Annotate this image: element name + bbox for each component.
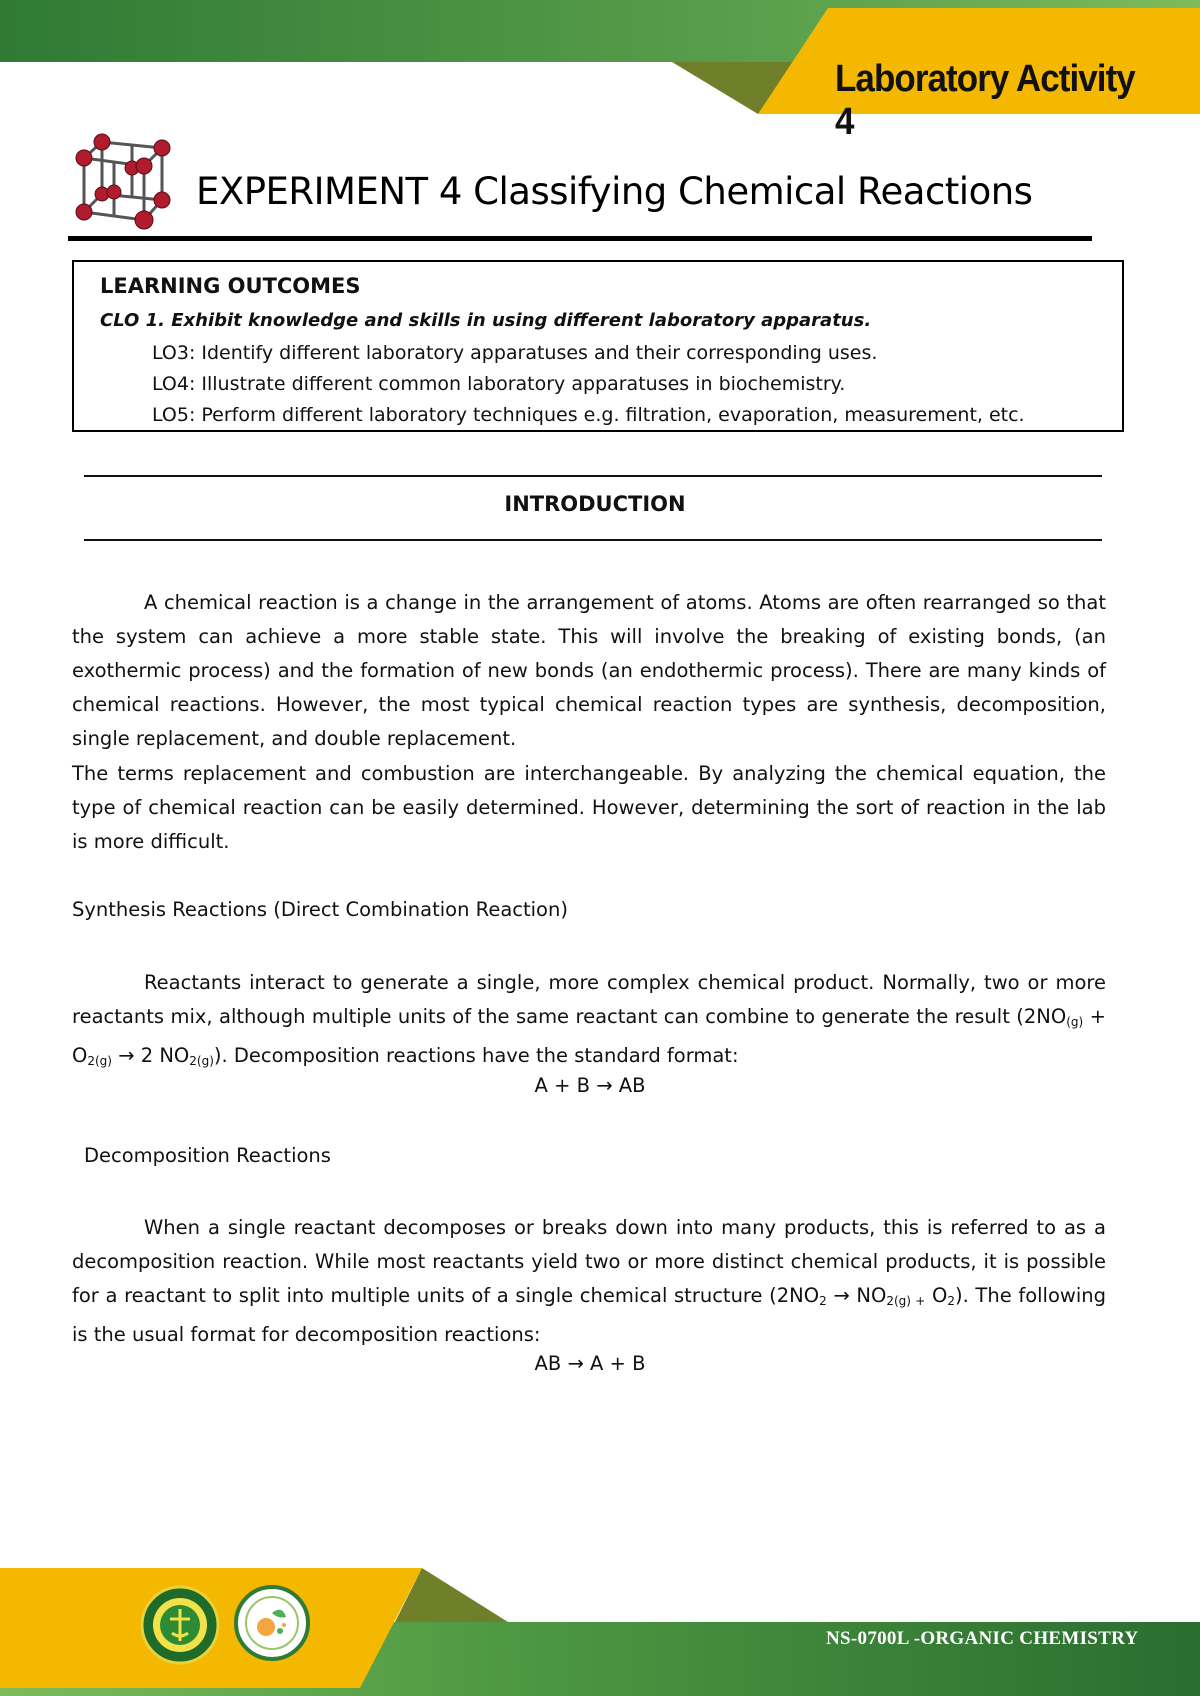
activity-label: Laboratory Activity 4: [835, 58, 1135, 143]
learning-outcomes-heading: LEARNING OUTCOMES: [100, 274, 361, 298]
synthesis-heading: Synthesis Reactions (Direct Combination Reaction): [72, 898, 568, 921]
page-title: EXPERIMENT 4 Classifying Chemical Reactions: [196, 170, 1033, 213]
institute-seal-icon: [234, 1583, 310, 1663]
learning-outcomes-box: [72, 260, 1124, 432]
crystal-lattice-icon: [74, 132, 178, 236]
synthesis-paragraph: Reactants interact to generate a single, more complex chemical product. Normally, two or more reactants mix, although multiple units of the same reactant can combine to generate the result ($2NO_{(g)} + O_{2(g)} \to 2$ $NO_{2(g)}$). Decomposition reactions have the standard format:: [72, 971, 1106, 1068]
course-code: NS-0700L -ORGANIC CHEMISTRY: [826, 1628, 1139, 1649]
synthesis-equation: A + B → AB: [534, 1074, 646, 1097]
lo-item: LO5: Perform different laboratory techniques e.g. filtration, evaporation, measurement, etc.: [152, 404, 1025, 426]
lo-item: LO3: Identify different laboratory apparatuses and their corresponding uses.: [152, 342, 878, 364]
decomposition-equation: AB → A + B: [534, 1352, 646, 1375]
university-seal-icon: [140, 1585, 220, 1665]
intro-paragraph: A chemical reaction is a change in the arrangement of atoms. Atoms are often rearranged so that the system can achieve a more stable state. This will involve the breaking of existing bonds, (an exothermic process) and the formation of new bonds (an endothermic process). There are many kinds of chemical reactions. However, the most typical chemical reaction types are synthesis, decomposition, single replacement, and double replacement.: [72, 591, 1106, 750]
section-divider: [84, 539, 1102, 541]
title-divider: [68, 236, 1092, 241]
section-divider: [84, 475, 1102, 477]
lo-item: LO4: Illustrate different common laboratory apparatuses in biochemistry.: [152, 373, 846, 395]
decomposition-heading: Decomposition Reactions: [84, 1144, 331, 1167]
decomposition-paragraph: When a single reactant decomposes or breaks down into many products, this is referred to as a decomposition reaction. While most reactants yield two or more distinct chemical products, it is possible for a reactant to split into multiple units of a single chemical structure ($2NO_2 \to NO_{2(g) +}$ $O_2$). The following is the usual format for decomposition reactions:: [72, 1216, 1107, 1346]
intro-paragraph: The terms replacement and combustion are interchangeable. By analyzing the chemical equation, the type of chemical reaction can be easily determined. However, determining the sort of reaction in the lab is more difficult.: [72, 762, 1106, 853]
introduction-heading: INTRODUCTION: [504, 492, 686, 516]
clo-statement: CLO 1. Exhibit knowledge and skills in using different laboratory apparatus.: [100, 310, 872, 331]
